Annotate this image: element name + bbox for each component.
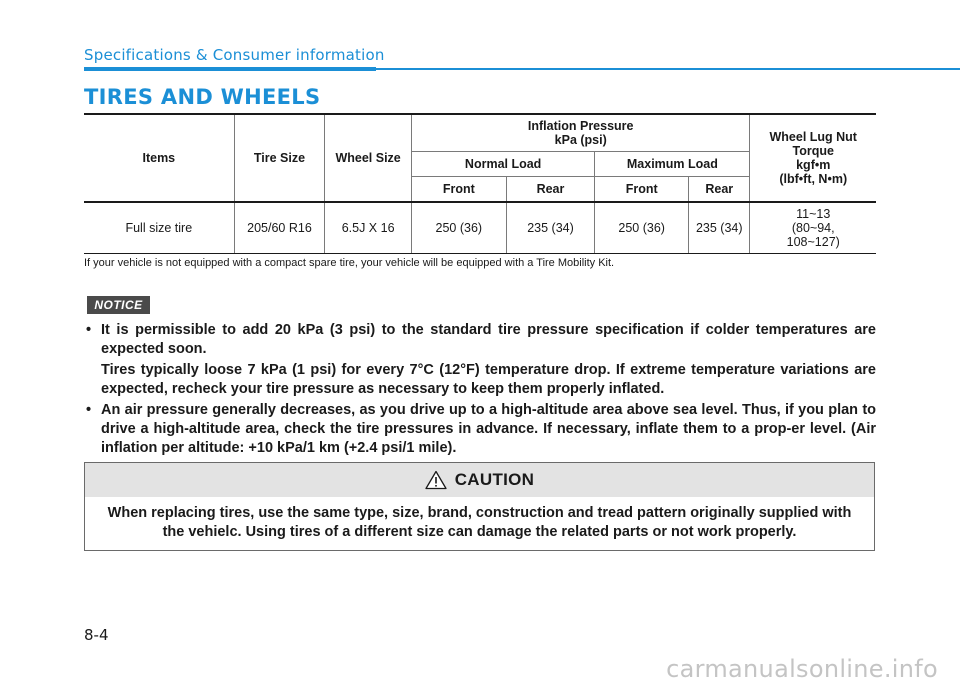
section-header: Specifications & Consumer information	[84, 46, 385, 64]
header-max-front: Front	[595, 177, 689, 203]
header-inflation-line2: kPa (psi)	[554, 133, 607, 147]
bullet-icon: •	[86, 322, 92, 338]
watermark: carmanualsonline.info	[666, 655, 938, 683]
header-max-rear: Rear	[689, 177, 750, 203]
caution-text: When replacing tires, use the same type, size, brand, construction and tread pattern originally supplied with the vehielc. Using tires of a different size can damage the related parts or not work properly.	[107, 505, 852, 540]
caution-header	[85, 463, 874, 497]
header-tire-size: Tire Size	[234, 114, 325, 202]
cell-max-rear: 235 (34)	[689, 202, 750, 254]
cell-item: Full size tire	[84, 202, 234, 254]
header-rule-thick	[84, 67, 376, 71]
table-row	[84, 202, 876, 254]
bullet-icon: •	[86, 402, 92, 418]
cell-lug-line1: 11~13	[796, 207, 831, 221]
header-maximum-load: Maximum Load	[595, 152, 750, 177]
notice-badge: NOTICE	[87, 296, 150, 314]
cell-lug-torque	[750, 202, 876, 254]
cell-normal-front: 250 (36)	[411, 202, 506, 254]
cell-tire-size: 205/60 R16	[234, 202, 325, 254]
warning-triangle-icon	[425, 470, 447, 490]
header-items: Items	[84, 114, 234, 202]
page-title: TIRES AND WHEELS	[84, 85, 321, 109]
cell-lug-line3: 108~127)	[786, 235, 840, 249]
page-number: 8-4	[84, 626, 109, 644]
cell-max-front: 250 (36)	[595, 202, 689, 254]
cell-lug-line2: (80~94,	[791, 221, 835, 235]
header-lug-line2: Torque	[792, 144, 834, 158]
header-wheel-size: Wheel Size	[325, 114, 412, 202]
header-rule-thin	[376, 68, 960, 70]
list-item	[84, 321, 876, 359]
tire-mobility-footnote: If your vehicle is not equipped with a compact spare tire, your vehicle will be equipped with a Tire Mobility Kit.	[84, 257, 615, 269]
header-lug-nut-torque	[750, 114, 876, 202]
notice-bullet-1: It is permissible to add 20 kPa (3 psi) to the standard tire pressure specification if colder temperatures are expected soon.	[101, 322, 876, 357]
caution-box	[84, 462, 875, 551]
header-lug-line4: (lbf•ft, N•m)	[779, 172, 848, 186]
tire-spec-table	[84, 113, 876, 254]
cell-wheel-size: 6.5J X 16	[325, 202, 412, 254]
header-lug-line3: kgf•m	[796, 158, 831, 172]
caution-label: CAUTION	[454, 470, 535, 489]
header-inflation-pressure	[411, 114, 750, 152]
notice-bullet-1-continuation: Tires typically loose 7 kPa (1 psi) for every 7°C (12°F) temperature drop. If extreme temperature variations are expected, recheck your tire pressure as necessary to keep them properly inflated.	[101, 362, 876, 397]
header-normal-load: Normal Load	[411, 152, 594, 177]
header-inflation-line1: Inflation Pressure	[527, 119, 634, 133]
list-item	[84, 401, 876, 458]
cell-normal-rear: 235 (34)	[506, 202, 595, 254]
notice-bullet-2: An air pressure generally decreases, as you drive up to a high-altitude area above sea level. Thus, if you plan to drive a high-altitude area, check the tire pressures in advance. If necessary, inflate them to a prop-er level. (Air inflation per altitude: +10 kPa/1 km (+2.4 psi/1 mile).	[101, 402, 876, 456]
notice-notes	[84, 321, 876, 460]
header-normal-rear: Rear	[506, 177, 595, 203]
header-lug-line1: Wheel Lug Nut	[769, 130, 857, 144]
header-normal-front: Front	[411, 177, 506, 203]
